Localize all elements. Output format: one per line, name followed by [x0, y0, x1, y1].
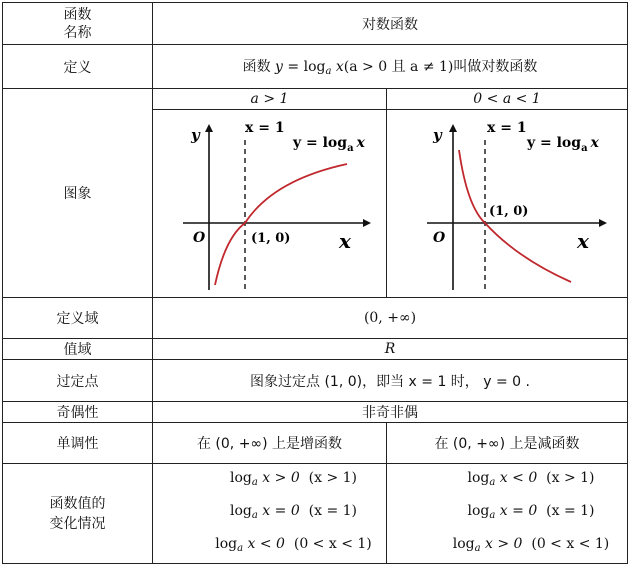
domain-label: 定义域: [3, 298, 153, 339]
curve-label: [292, 135, 366, 154]
name-label: [3, 3, 153, 45]
origin-label: O: [433, 230, 446, 246]
definition-value: [153, 45, 628, 89]
x-axis-label: x: [339, 229, 351, 253]
fixed-point-label: 过定点: [3, 360, 153, 402]
curve-label-main: y = log: [527, 135, 582, 151]
range-label: 值域: [3, 339, 153, 360]
curve-label: [526, 135, 600, 154]
curve-label-main: y = log: [293, 135, 348, 151]
value-change-right-line: $\log_a x = 0$ (x = 1): [467, 503, 595, 521]
parity-value: 非奇非偶: [153, 402, 628, 423]
origin-label: O: [193, 230, 206, 246]
definition-y: y: [275, 59, 283, 75]
value-change-right: [387, 464, 628, 564]
name-value: 对数函数: [153, 3, 628, 45]
definition-eq: = log: [282, 59, 326, 75]
property-table: [2, 2, 628, 564]
monotonicity-left: 在 (0, +∞) 上是增函数: [153, 423, 387, 464]
domain-value: (0, +∞): [153, 298, 628, 339]
graph-left-heading: a > 1: [153, 89, 386, 110]
log-curve-increasing: [215, 164, 347, 285]
asymptote-label: x = 1: [487, 120, 527, 136]
y-axis-label: y: [433, 126, 442, 144]
row-fixed-point: [3, 360, 628, 402]
value-change-right-line: $\log_a x < 0$ (x > 1): [467, 470, 595, 488]
x-axis-arrow: [363, 219, 371, 227]
row-name: [3, 3, 628, 45]
curve-label-sub: a: [581, 143, 588, 154]
graph-right-heading: 0 < a < 1: [387, 89, 627, 110]
row-image: [3, 89, 628, 298]
point-label: (1, 0): [251, 231, 291, 246]
value-change-left-line: $\log_a x < 0$ (0 < x < 1): [215, 536, 372, 554]
row-monotonicity: [3, 423, 628, 464]
name-label-line2: 名称: [63, 24, 92, 41]
y-axis-arrow: [205, 124, 213, 132]
value-change-left-line: $\log_a x > 0$ (x > 1): [230, 470, 357, 488]
asymptote-label: x = 1: [245, 120, 285, 136]
fixed-point-value: 图象过定点 (1, 0)，即当 x = 1 时， y = 0 .: [153, 360, 628, 402]
parity-label: 奇偶性: [3, 402, 153, 423]
value-change-label-line2: 变化情况: [49, 515, 106, 532]
graph-right-svg: [387, 110, 626, 297]
monotonicity-right: 在 (0, +∞) 上是减函数: [387, 423, 628, 464]
x-axis-arrow: [599, 219, 607, 227]
graph-right-cell: [387, 89, 628, 298]
graph-left-cell: [153, 89, 387, 298]
row-domain: [3, 298, 628, 339]
definition-condition: (a > 0 且 a ≠ 1): [343, 59, 454, 75]
point-label: (1, 0): [489, 204, 529, 219]
curve-label-x: x: [356, 135, 365, 151]
y-axis-label: y: [191, 126, 200, 144]
definition-pre: 函数: [242, 59, 271, 75]
row-definition: [3, 45, 628, 89]
x-axis-label: x: [577, 229, 589, 253]
name-label-line1: 函数: [63, 6, 92, 23]
value-change-left-line: $\log_a x = 0$ (x = 1): [230, 503, 357, 521]
monotonicity-label: 单调性: [3, 423, 153, 464]
image-label: 图象: [3, 89, 153, 298]
y-axis-arrow: [449, 124, 457, 132]
value-change-label: [3, 464, 153, 564]
value-change-right-line: $\log_a x > 0$ (0 < x < 1): [452, 536, 610, 554]
range-value: R: [153, 339, 628, 360]
definition-label: 定义: [3, 45, 153, 89]
row-parity: [3, 402, 628, 423]
definition-post: 叫做对数函数: [453, 59, 538, 75]
row-range: [3, 339, 628, 360]
graph-left-svg: [153, 110, 385, 297]
definition-base: a: [325, 66, 332, 77]
value-change-left: [153, 464, 387, 564]
row-value-change: [3, 464, 628, 564]
definition-x: x: [335, 59, 344, 75]
value-change-label-line1: 函数值的: [49, 495, 106, 512]
curve-label-sub: a: [347, 143, 354, 154]
curve-label-x: x: [590, 135, 599, 151]
